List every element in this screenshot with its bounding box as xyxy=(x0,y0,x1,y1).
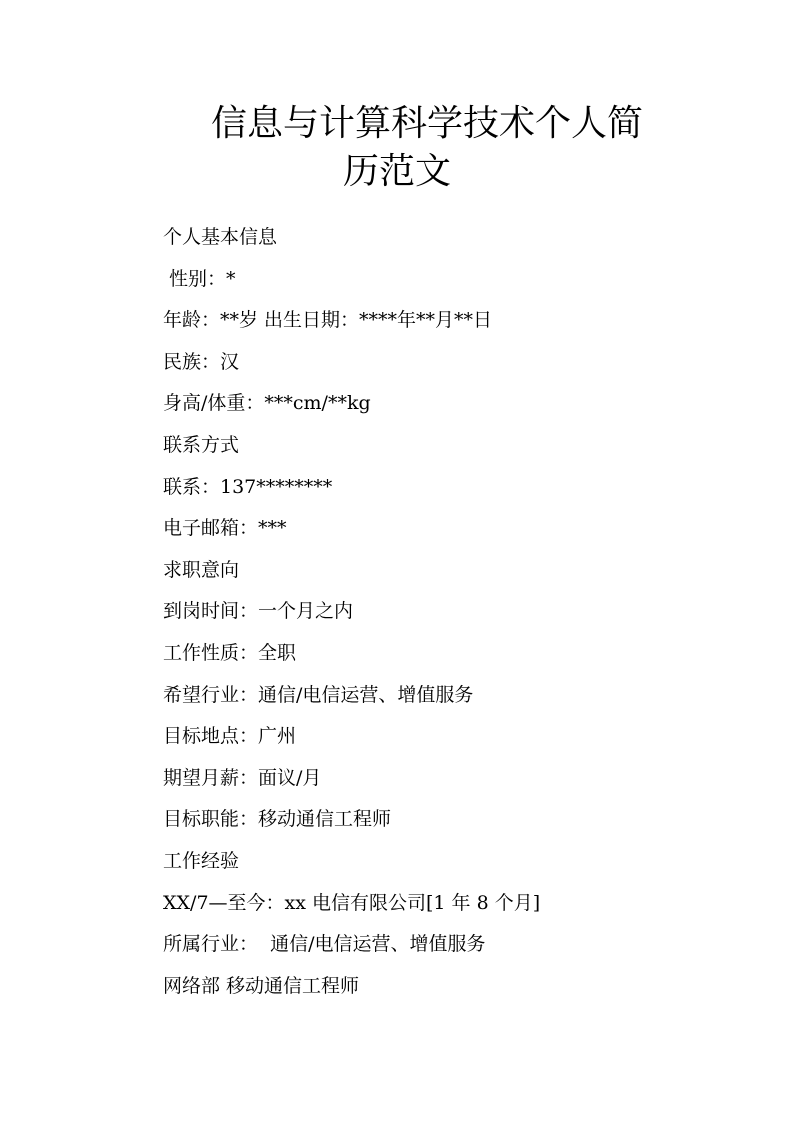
target-location-line: 目标地点：广州 xyxy=(163,725,297,748)
start-time-line: 到岗时间：一个月之内 xyxy=(163,600,354,623)
phone-line: 联系：137******** xyxy=(163,475,333,498)
department-position-line: 网络部 移动通信工程师 xyxy=(163,974,360,997)
section-heading-contact: 联系方式 xyxy=(163,433,240,456)
document-title-line-2: 历范文 xyxy=(343,151,452,192)
expected-salary-line: 期望月薪：面议/月 xyxy=(163,766,322,789)
gender-line: 性别：* xyxy=(163,267,236,290)
email-line: 电子邮箱：*** xyxy=(163,517,287,540)
desired-industry-line: 希望行业：通信/电信运营、增值服务 xyxy=(163,683,474,706)
target-function-line: 目标职能：移动通信工程师 xyxy=(163,808,392,831)
job-type-line: 工作性质：全职 xyxy=(163,641,297,664)
section-heading-basic-info: 个人基本信息 xyxy=(163,226,278,248)
employment-period-line: XX/7—至今：xx 电信有限公司[1 年 8 个月] xyxy=(163,891,541,914)
ethnicity-line: 民族：汉 xyxy=(163,350,240,373)
document-title-line-1: 信息与计算科学技术个人简 xyxy=(211,103,644,144)
industry-line: 所属行业： 通信/电信运营、增值服务 xyxy=(163,933,486,956)
age-birthdate-line: 年龄：**岁 出生日期：****年**月**日 xyxy=(163,309,493,332)
section-heading-work-experience: 工作经验 xyxy=(163,849,240,872)
resume-body xyxy=(163,217,763,1007)
height-weight-line: 身高/体重：***cm/**kg xyxy=(163,392,371,415)
section-heading-job-intent: 求职意向 xyxy=(163,558,240,581)
